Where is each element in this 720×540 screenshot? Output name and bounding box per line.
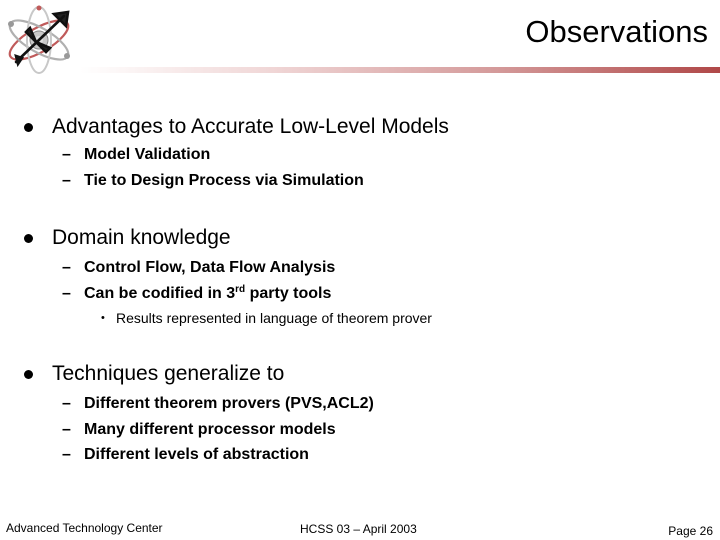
dash-marker: –: [62, 395, 71, 412]
bullet-dot-icon: [24, 370, 33, 379]
sub-bullet-text: Different levels of abstraction: [84, 446, 309, 463]
dash-marker: –: [62, 259, 71, 276]
sub-bullet-text: Many different processor models: [84, 421, 336, 438]
footer-event-date: HCSS 03 – April 2003: [300, 522, 417, 536]
bullet-text: Domain knowledge: [52, 226, 231, 249]
bullet-dot-icon: [24, 123, 33, 132]
sub-bullet-text: [84, 284, 331, 304]
sub-bullet-text-pre: Can be codified in 3: [84, 285, 236, 302]
bullet-dot-icon: [24, 234, 33, 243]
atom-airplane-logo-icon: [2, 2, 76, 76]
dash-marker: –: [62, 172, 71, 189]
slide-title: Observations: [525, 14, 708, 49]
sub-bullet-text: Different theorem provers (PVS,ACL2): [84, 395, 374, 412]
sub-sub-bullet-text: Results represented in language of theorem prover: [116, 310, 432, 326]
dash-marker: –: [62, 446, 71, 463]
bullet-text: Advantages to Accurate Low-Level Models: [52, 115, 449, 138]
dash-marker: –: [62, 146, 71, 163]
title-underline-rule: [80, 67, 720, 73]
sub-bullet-text: Model Validation: [84, 146, 211, 163]
sub-bullet-text: Tie to Design Process via Simulation: [84, 172, 364, 189]
dash-marker: –: [62, 421, 71, 438]
footer-page-number: Page 26: [668, 524, 713, 538]
sub-bullet-text: Control Flow, Data Flow Analysis: [84, 259, 336, 276]
bullet-text: Techniques generalize to: [52, 362, 285, 385]
small-bullet-icon: •: [101, 312, 105, 324]
dash-marker: –: [62, 285, 71, 302]
ordinal-superscript: rd: [235, 284, 246, 295]
footer-organization: Advanced Technology Center: [6, 521, 163, 535]
sub-bullet-text-post: party tools: [245, 285, 332, 302]
